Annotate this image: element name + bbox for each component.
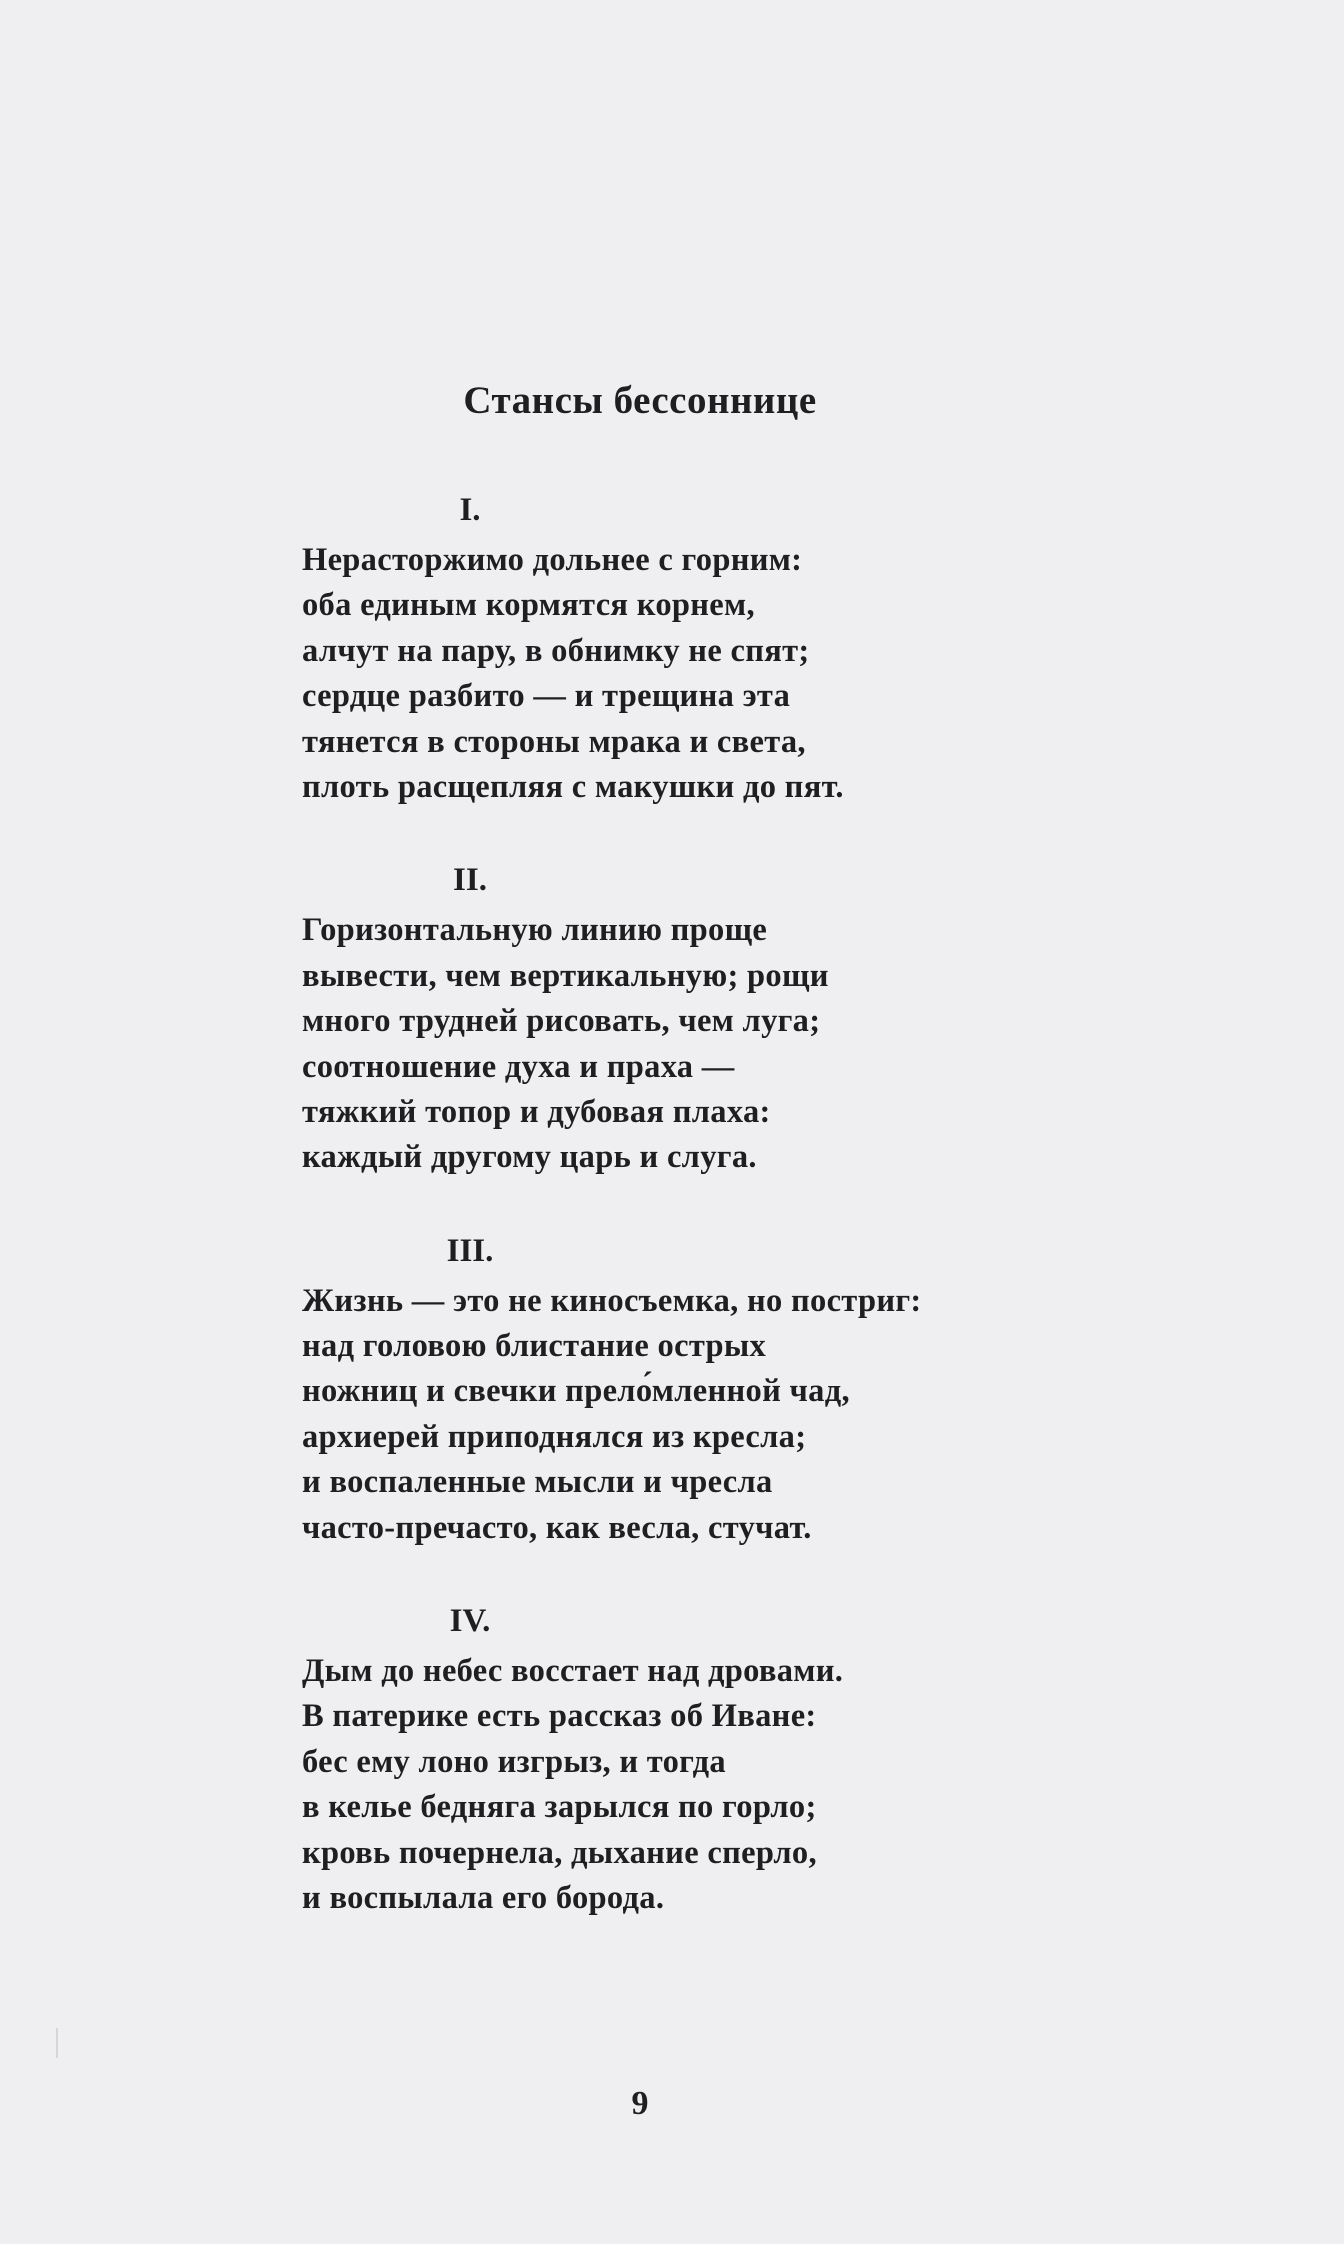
poem-line: бес ему лоно изгрыз, и тогда (302, 1743, 726, 1780)
poem-line: ножниц и свечки прело́мленной чад, (302, 1373, 850, 1410)
stanza-number: IV. (449, 1603, 491, 1640)
poem-line: оба единым кормятся корнем, (302, 587, 755, 624)
poem-line: тянется в стороны мрака и света, (302, 723, 806, 760)
poem-line: плоть расщепляя с макушки до пят. (302, 768, 844, 805)
poem-line: много трудней рисовать, чем луга; (302, 1003, 821, 1040)
poem-line: тяжкий топор и дубовая плаха: (302, 1093, 771, 1130)
poem-title: Стансы бессоннице (463, 379, 817, 422)
stanza-3 (302, 1223, 1082, 1551)
poem-line: часто-пречасто, как весла, стучат. (302, 1509, 812, 1546)
poem-line: Нерасторжимо дольнее с горним: (302, 542, 803, 578)
poem-line: соотношение духа и праха — (302, 1048, 735, 1085)
poem-line: Жизнь — это не киносъемка, но постриг: (302, 1282, 922, 1319)
poem-body (302, 482, 1082, 1963)
poem-line: В патерике есть рассказ об Иване: (302, 1698, 817, 1735)
poem-line: Дым до небес восстает над дровами. (302, 1653, 844, 1690)
poem-line: кровь почернела, дыхание сперло, (302, 1834, 817, 1871)
poem-line: над головою блистание острых (302, 1328, 767, 1365)
stanza-number: II. (453, 862, 487, 899)
stanza-number: III. (446, 1232, 494, 1269)
stanza-2 (302, 852, 1082, 1180)
poem-line: и воспаленные мысли и чресла (302, 1464, 773, 1501)
scan-edge-mark (56, 2028, 58, 2058)
page-number: 9 (631, 2085, 649, 2122)
stanza-4 (302, 1593, 1082, 1921)
stanza-number: I. (459, 492, 481, 528)
poem-line: Горизонтальную линию проще (302, 912, 768, 949)
stanza-1 (302, 482, 1082, 810)
poem-line: сердце разбито — и трещина эта (302, 678, 791, 715)
poem-line: вывести, чем вертикальную; рощи (302, 957, 829, 994)
poem-line: алчут на пару, в обнимку не спят; (302, 632, 810, 669)
poem-line: архиерей приподнялся из кресла; (302, 1418, 807, 1455)
poem-line: каждый другому царь и слуга. (302, 1139, 757, 1176)
poem-line: и воспылала его борода. (302, 1879, 665, 1916)
poem-line: в келье бедняга зарылся по горло; (302, 1789, 817, 1826)
